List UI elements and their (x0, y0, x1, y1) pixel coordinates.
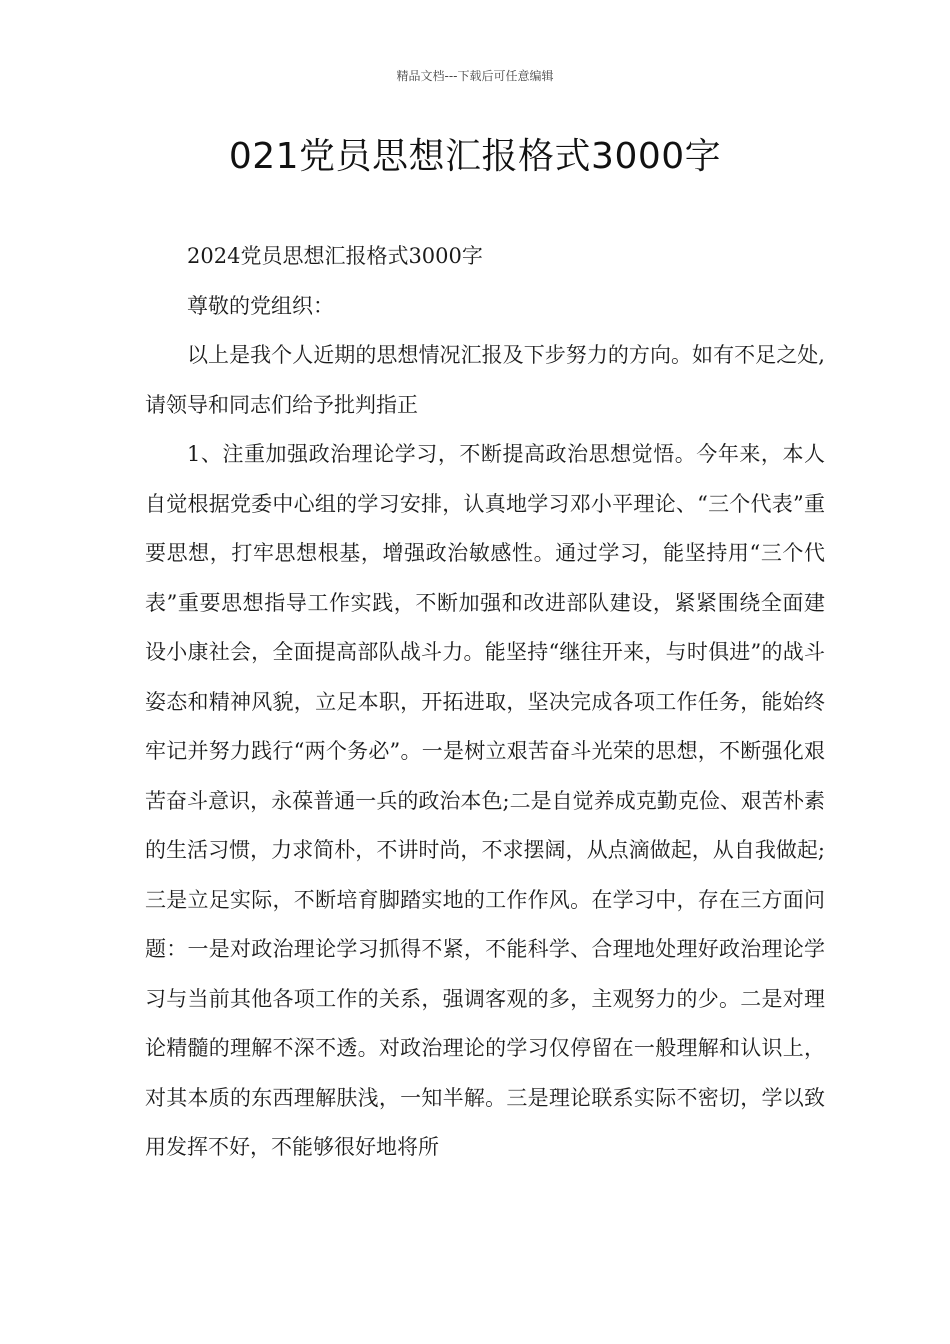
header-note: 精品文档---下载后可任意编辑 (396, 69, 554, 83)
paragraph-intro: 以上是我个人近期的思想情况汇报及下步努力的方向。如有不足之处,请领导和同志们给予批判指正 (145, 343, 825, 417)
paragraph-subtitle: 2024党员思想汇报格式3000字 (187, 244, 483, 268)
paragraph-salutation: 尊敬的党组织： (187, 293, 334, 318)
document-title: 021党员思想汇报格式3000字 (228, 136, 722, 177)
paragraph-section-1: 1、注重加强政治理论学习，不断提高政治思想觉悟。今年来，本人自觉根据党委中心组的学习安排，认真地学习邓小平理论、“三个代表”重要思想，打牢思想根基，增强政治敏感性。通过学习，能坚持用“三个代表”重要思想指导工作实践，不断加强和改进部队建设，紧紧围绕全面建设小康社会，全面提高部队战斗力。能坚持“继往开来，与时俱进”的战斗姿态和精神风貌，立足本职，开拓进取，坚决完成各项工作任务，能始终牢记并努力践行“两个务必”。一是树立艰苦奋斗光荣的思想，不断强化艰苦奋斗意识，永葆普通一兵的政治本色;二是自觉养成克勤克俭、艰苦朴素的生活习惯，力求简朴，不讲时尚，不求摆阔，从点滴做起，从自我做起;三是立足实际，不断培育脚踏实地的工作作风。在学习中，存在三方面问题：一是对政治理论学习抓得不紧，不能科学、合理地处理好政治理论学习与当前其他各项工作的关系，强调客观的多，主观努力的少。二是对理论精髓的理解不深不透。对政治理论的学习仅停留在一般理解和认识上，对其本质的东西理解肤浅，一知半解。三是理论联系实际不密切，学以致用发挥不好，不能够很好地将所 (145, 442, 825, 1159)
document-body (145, 232, 825, 1173)
